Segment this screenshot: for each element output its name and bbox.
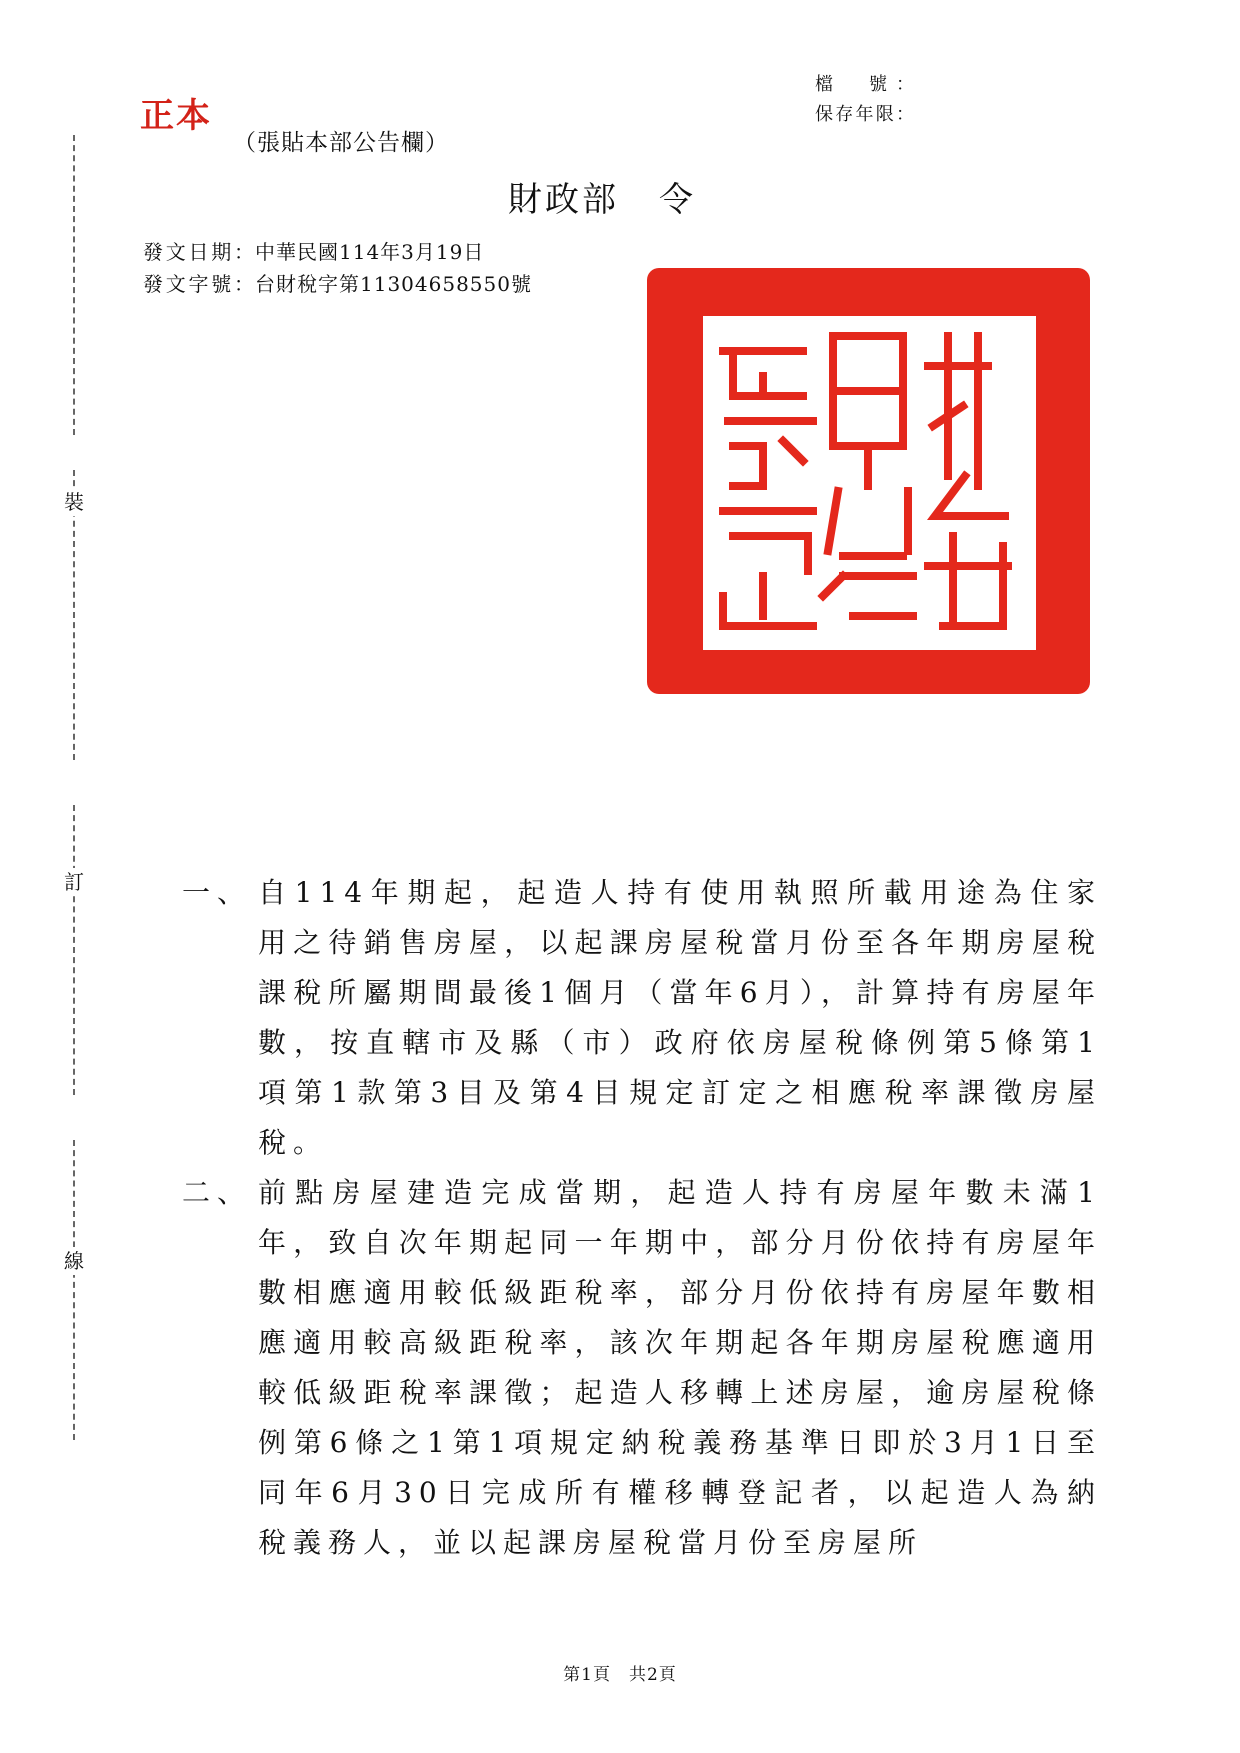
notice-board-label: （張貼本部公告欄） xyxy=(233,130,449,156)
file-number-label: 檔 號： xyxy=(815,74,915,95)
item-1 xyxy=(182,868,1102,1168)
binding-char-ding: 訂 xyxy=(60,868,88,896)
binding-line-bottom xyxy=(73,1140,75,1440)
binding-char-xian: 線 xyxy=(60,1247,88,1275)
item-2-text: 前點房屋建造完成當期，起造人持有房屋年數未滿1年，致自次年期起同一年期中，部分月份依持有房屋年數相應適用較低級距稅率，部分月份依持有房屋年數相應適用較高級距稅率，該次年期起各年期房屋稅應適用較低級距稅率課徵；起造人移轉上述房屋，逾房屋稅條例第6條之1第1項規定納稅義務基準日即於3月1日至同年6月30日完成所有權移轉登記者，以起造人為納稅義務人，並以起課房屋稅當月份至房屋所 xyxy=(258,1176,1102,1559)
original-copy-stamp: 正本 xyxy=(140,96,212,136)
retention-label: 保存年限： xyxy=(815,104,915,125)
item-1-number: 一、 xyxy=(182,876,253,909)
binding-char-zhuang: 裝 xyxy=(60,488,88,516)
issue-date-label: 發文日期： xyxy=(143,240,255,264)
file-number-field xyxy=(815,70,915,96)
title-type: 令 xyxy=(659,180,696,220)
retention-field xyxy=(815,100,915,126)
issue-date-value: 中華民國114年3月19日 xyxy=(255,240,485,264)
item-2-number: 二、 xyxy=(182,1176,253,1209)
binding-line-top xyxy=(73,135,75,435)
document-title xyxy=(508,172,696,221)
issue-number-value: 台財稅字第11304658550號 xyxy=(255,272,532,296)
seal-script-icon xyxy=(703,316,1036,650)
seal-face xyxy=(703,316,1036,650)
official-seal xyxy=(647,268,1090,694)
binding-line-middle-2 xyxy=(73,805,75,1095)
issue-date xyxy=(143,236,484,265)
title-agency: 財政部 xyxy=(508,180,619,220)
item-1-text: 自114年期起，起造人持有使用執照所載用途為住家用之待銷售房屋，以起課房屋稅當月份至各年期房屋稅課稅所屬期間最後1個月（當年6月），計算持有房屋年數，按直轄市及縣（市）政府依房屋稅條例第5條第1項第1款第3目及第4目規定訂定之相應稅率課徵房屋稅。 xyxy=(258,876,1102,1159)
item-2 xyxy=(182,1168,1102,1568)
page-indicator: 第1頁 共2頁 xyxy=(563,1665,677,1685)
issue-number xyxy=(143,268,532,297)
issue-number-label: 發文字號： xyxy=(143,272,255,296)
